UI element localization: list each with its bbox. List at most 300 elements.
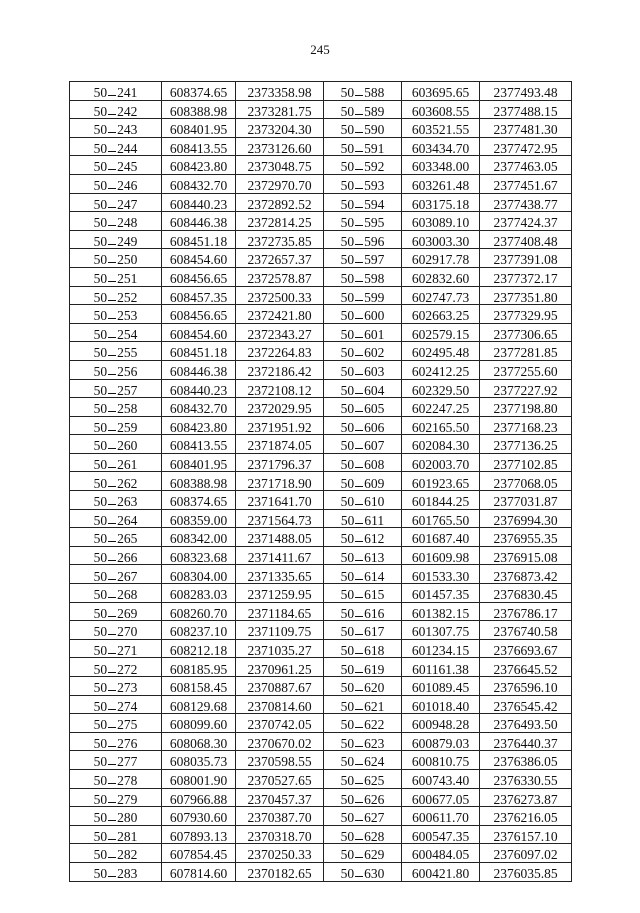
underscore-separator bbox=[355, 672, 363, 673]
point-number: 262 bbox=[117, 475, 138, 491]
point-prefix: 50 bbox=[340, 326, 355, 342]
page-number: 245 bbox=[310, 42, 330, 57]
point-id-left bbox=[70, 305, 162, 324]
x-coordinate-left: 608401.95 bbox=[162, 119, 236, 138]
y-coordinate-left: 2373204.30 bbox=[236, 119, 324, 138]
x-coordinate-right: 602663.25 bbox=[402, 305, 480, 324]
y-coordinate-left: 2371109.75 bbox=[236, 621, 324, 640]
x-coordinate-right: 600948.28 bbox=[402, 714, 480, 733]
point-number: 612 bbox=[364, 531, 385, 547]
x-coordinate-left: 607854.45 bbox=[162, 844, 236, 863]
point-prefix: 50 bbox=[340, 642, 355, 658]
table-row bbox=[70, 658, 572, 677]
point-number: 254 bbox=[117, 326, 138, 342]
point-number: 614 bbox=[364, 568, 385, 584]
x-coordinate-left: 608260.70 bbox=[162, 602, 236, 621]
point-number: 623 bbox=[364, 735, 385, 751]
point-id-right bbox=[324, 602, 402, 621]
point-id-right bbox=[324, 695, 402, 714]
underscore-separator bbox=[108, 430, 116, 431]
point-number: 628 bbox=[364, 828, 385, 844]
x-coordinate-right: 603608.55 bbox=[402, 100, 480, 119]
x-coordinate-left: 608237.10 bbox=[162, 621, 236, 640]
point-prefix: 50 bbox=[340, 233, 355, 249]
point-number: 609 bbox=[364, 475, 385, 491]
x-coordinate-left: 608401.95 bbox=[162, 453, 236, 472]
point-id-right bbox=[324, 769, 402, 788]
point-number: 605 bbox=[364, 401, 385, 417]
y-coordinate-right: 2376157.10 bbox=[480, 825, 572, 844]
underscore-separator bbox=[355, 597, 363, 598]
point-number: 276 bbox=[117, 735, 138, 751]
table-row bbox=[70, 305, 572, 324]
point-prefix: 50 bbox=[93, 308, 108, 324]
table-row bbox=[70, 267, 572, 286]
y-coordinate-right: 2377255.60 bbox=[480, 360, 572, 379]
point-id-right bbox=[324, 249, 402, 268]
x-coordinate-left: 608423.80 bbox=[162, 416, 236, 435]
y-coordinate-left: 2370742.05 bbox=[236, 714, 324, 733]
point-id-left bbox=[70, 769, 162, 788]
point-prefix: 50 bbox=[93, 754, 108, 770]
x-coordinate-right: 600484.05 bbox=[402, 844, 480, 863]
point-id-right bbox=[324, 621, 402, 640]
point-number: 610 bbox=[364, 494, 385, 510]
point-prefix: 50 bbox=[340, 512, 355, 528]
y-coordinate-right: 2377472.95 bbox=[480, 137, 572, 156]
table-row bbox=[70, 844, 572, 863]
point-prefix: 50 bbox=[93, 178, 108, 194]
point-id-right bbox=[324, 119, 402, 138]
coordinates-table-body bbox=[70, 82, 572, 882]
point-prefix: 50 bbox=[340, 791, 355, 807]
point-prefix: 50 bbox=[93, 531, 108, 547]
y-coordinate-left: 2373126.60 bbox=[236, 137, 324, 156]
underscore-separator bbox=[355, 523, 363, 524]
y-coordinate-right: 2376693.67 bbox=[480, 639, 572, 658]
x-coordinate-left: 608304.00 bbox=[162, 565, 236, 584]
table-row bbox=[70, 621, 572, 640]
underscore-separator bbox=[108, 616, 116, 617]
underscore-separator bbox=[355, 374, 363, 375]
underscore-separator bbox=[108, 857, 116, 858]
point-id-left bbox=[70, 695, 162, 714]
point-id-left bbox=[70, 174, 162, 193]
point-id-left bbox=[70, 100, 162, 119]
point-number: 258 bbox=[117, 401, 138, 417]
table-row bbox=[70, 360, 572, 379]
underscore-separator bbox=[355, 448, 363, 449]
point-number: 608 bbox=[364, 456, 385, 472]
y-coordinate-left: 2370318.70 bbox=[236, 825, 324, 844]
point-id-left bbox=[70, 788, 162, 807]
y-coordinate-left: 2372500.33 bbox=[236, 286, 324, 305]
x-coordinate-left: 608323.68 bbox=[162, 546, 236, 565]
point-id-left bbox=[70, 360, 162, 379]
point-number: 274 bbox=[117, 698, 138, 714]
point-id-left bbox=[70, 751, 162, 770]
point-number: 278 bbox=[117, 773, 138, 789]
point-prefix: 50 bbox=[93, 233, 108, 249]
point-number: 251 bbox=[117, 271, 138, 287]
point-number: 613 bbox=[364, 549, 385, 565]
point-prefix: 50 bbox=[93, 717, 108, 733]
point-id-left bbox=[70, 453, 162, 472]
point-id-left bbox=[70, 416, 162, 435]
underscore-separator bbox=[355, 467, 363, 468]
y-coordinate-right: 2377438.77 bbox=[480, 193, 572, 212]
x-coordinate-right: 603348.00 bbox=[402, 156, 480, 175]
point-number: 246 bbox=[117, 178, 138, 194]
underscore-separator bbox=[108, 169, 116, 170]
x-coordinate-right: 601533.30 bbox=[402, 565, 480, 584]
table-row bbox=[70, 528, 572, 547]
y-coordinate-right: 2376440.37 bbox=[480, 732, 572, 751]
table-row bbox=[70, 565, 572, 584]
point-id-right bbox=[324, 714, 402, 733]
point-prefix: 50 bbox=[93, 475, 108, 491]
underscore-separator bbox=[108, 523, 116, 524]
point-number: 622 bbox=[364, 717, 385, 733]
point-prefix: 50 bbox=[340, 178, 355, 194]
point-id-right bbox=[324, 677, 402, 696]
point-number: 259 bbox=[117, 419, 138, 435]
x-coordinate-left: 608068.30 bbox=[162, 732, 236, 751]
x-coordinate-right: 603434.70 bbox=[402, 137, 480, 156]
y-coordinate-right: 2377488.15 bbox=[480, 100, 572, 119]
point-id-right bbox=[324, 453, 402, 472]
underscore-separator bbox=[355, 690, 363, 691]
y-coordinate-right: 2376955.35 bbox=[480, 528, 572, 547]
y-coordinate-right: 2377451.67 bbox=[480, 174, 572, 193]
table-row bbox=[70, 453, 572, 472]
table-row bbox=[70, 491, 572, 510]
x-coordinate-right: 600879.03 bbox=[402, 732, 480, 751]
point-prefix: 50 bbox=[93, 103, 108, 119]
point-prefix: 50 bbox=[93, 605, 108, 621]
underscore-separator bbox=[108, 393, 116, 394]
y-coordinate-right: 2376740.58 bbox=[480, 621, 572, 640]
point-prefix: 50 bbox=[93, 159, 108, 175]
underscore-separator bbox=[355, 727, 363, 728]
table-row bbox=[70, 584, 572, 603]
underscore-separator bbox=[355, 504, 363, 505]
underscore-separator bbox=[108, 579, 116, 580]
point-id-left bbox=[70, 584, 162, 603]
x-coordinate-right: 600547.35 bbox=[402, 825, 480, 844]
point-id-left bbox=[70, 509, 162, 528]
x-coordinate-left: 607814.60 bbox=[162, 862, 236, 881]
x-coordinate-left: 608457.35 bbox=[162, 286, 236, 305]
x-coordinate-right: 602832.60 bbox=[402, 267, 480, 286]
point-number: 600 bbox=[364, 308, 385, 324]
point-number: 593 bbox=[364, 178, 385, 194]
y-coordinate-right: 2377168.23 bbox=[480, 416, 572, 435]
underscore-separator bbox=[108, 207, 116, 208]
point-prefix: 50 bbox=[340, 159, 355, 175]
point-prefix: 50 bbox=[93, 252, 108, 268]
point-number: 253 bbox=[117, 308, 138, 324]
point-number: 255 bbox=[117, 345, 138, 361]
x-coordinate-left: 608446.38 bbox=[162, 212, 236, 231]
point-number: 281 bbox=[117, 828, 138, 844]
table-row bbox=[70, 398, 572, 417]
underscore-separator bbox=[108, 486, 116, 487]
table-row bbox=[70, 509, 572, 528]
point-prefix: 50 bbox=[340, 438, 355, 454]
underscore-separator bbox=[108, 802, 116, 803]
point-id-right bbox=[324, 305, 402, 324]
x-coordinate-left: 608342.00 bbox=[162, 528, 236, 547]
underscore-separator bbox=[108, 262, 116, 263]
point-id-left bbox=[70, 862, 162, 881]
point-number: 611 bbox=[364, 512, 385, 528]
y-coordinate-left: 2370887.67 bbox=[236, 677, 324, 696]
x-coordinate-right: 603261.48 bbox=[402, 174, 480, 193]
y-coordinate-right: 2377493.48 bbox=[480, 82, 572, 101]
point-number: 270 bbox=[117, 624, 138, 640]
x-coordinate-left: 607893.13 bbox=[162, 825, 236, 844]
point-number: 618 bbox=[364, 642, 385, 658]
x-coordinate-right: 600743.40 bbox=[402, 769, 480, 788]
y-coordinate-left: 2371874.05 bbox=[236, 435, 324, 454]
x-coordinate-left: 608099.60 bbox=[162, 714, 236, 733]
point-prefix: 50 bbox=[93, 847, 108, 863]
underscore-separator bbox=[108, 300, 116, 301]
y-coordinate-left: 2370670.02 bbox=[236, 732, 324, 751]
point-id-left bbox=[70, 472, 162, 491]
underscore-separator bbox=[108, 709, 116, 710]
table-row bbox=[70, 174, 572, 193]
point-number: 275 bbox=[117, 717, 138, 733]
point-id-left bbox=[70, 639, 162, 658]
underscore-separator bbox=[108, 281, 116, 282]
point-number: 621 bbox=[364, 698, 385, 714]
point-id-right bbox=[324, 807, 402, 826]
point-number: 241 bbox=[117, 85, 138, 101]
point-number: 601 bbox=[364, 326, 385, 342]
underscore-separator bbox=[108, 820, 116, 821]
point-prefix: 50 bbox=[340, 122, 355, 138]
point-prefix: 50 bbox=[93, 735, 108, 751]
point-id-right bbox=[324, 472, 402, 491]
x-coordinate-right: 601018.40 bbox=[402, 695, 480, 714]
underscore-separator bbox=[108, 672, 116, 673]
point-id-right bbox=[324, 565, 402, 584]
point-prefix: 50 bbox=[340, 308, 355, 324]
underscore-separator bbox=[355, 560, 363, 561]
y-coordinate-left: 2371488.05 bbox=[236, 528, 324, 547]
point-id-left bbox=[70, 658, 162, 677]
point-id-right bbox=[324, 174, 402, 193]
y-coordinate-right: 2377391.08 bbox=[480, 249, 572, 268]
point-prefix: 50 bbox=[93, 122, 108, 138]
underscore-separator bbox=[355, 169, 363, 170]
point-id-right bbox=[324, 844, 402, 863]
x-coordinate-left: 607966.88 bbox=[162, 788, 236, 807]
point-prefix: 50 bbox=[93, 271, 108, 287]
underscore-separator bbox=[355, 876, 363, 877]
x-coordinate-left: 608001.90 bbox=[162, 769, 236, 788]
point-id-left bbox=[70, 825, 162, 844]
table-row bbox=[70, 137, 572, 156]
y-coordinate-left: 2372264.83 bbox=[236, 342, 324, 361]
x-coordinate-right: 601687.40 bbox=[402, 528, 480, 547]
point-id-left bbox=[70, 714, 162, 733]
point-id-left bbox=[70, 621, 162, 640]
y-coordinate-left: 2371796.37 bbox=[236, 453, 324, 472]
point-number: 282 bbox=[117, 847, 138, 863]
point-number: 620 bbox=[364, 680, 385, 696]
y-coordinate-right: 2376786.17 bbox=[480, 602, 572, 621]
point-number: 261 bbox=[117, 456, 138, 472]
point-id-right bbox=[324, 360, 402, 379]
table-row bbox=[70, 323, 572, 342]
underscore-separator bbox=[108, 764, 116, 765]
underscore-separator bbox=[355, 262, 363, 263]
point-number: 249 bbox=[117, 233, 138, 249]
point-prefix: 50 bbox=[340, 475, 355, 491]
x-coordinate-left: 608035.73 bbox=[162, 751, 236, 770]
x-coordinate-right: 603089.10 bbox=[402, 212, 480, 231]
underscore-separator bbox=[108, 188, 116, 189]
point-number: 266 bbox=[117, 549, 138, 565]
point-prefix: 50 bbox=[340, 773, 355, 789]
x-coordinate-right: 601609.98 bbox=[402, 546, 480, 565]
x-coordinate-right: 600810.75 bbox=[402, 751, 480, 770]
y-coordinate-right: 2377306.65 bbox=[480, 323, 572, 342]
y-coordinate-left: 2370387.70 bbox=[236, 807, 324, 826]
x-coordinate-left: 608212.18 bbox=[162, 639, 236, 658]
point-id-left bbox=[70, 342, 162, 361]
point-id-right bbox=[324, 584, 402, 603]
underscore-separator bbox=[108, 597, 116, 598]
point-id-right bbox=[324, 509, 402, 528]
point-number: 269 bbox=[117, 605, 138, 621]
underscore-separator bbox=[355, 709, 363, 710]
point-prefix: 50 bbox=[93, 364, 108, 379]
point-prefix: 50 bbox=[340, 754, 355, 770]
point-number: 256 bbox=[117, 364, 138, 379]
point-id-right bbox=[324, 379, 402, 398]
y-coordinate-right: 2377481.30 bbox=[480, 119, 572, 138]
point-number: 616 bbox=[364, 605, 385, 621]
point-id-left bbox=[70, 491, 162, 510]
point-id-left bbox=[70, 379, 162, 398]
underscore-separator bbox=[108, 504, 116, 505]
y-coordinate-right: 2376216.05 bbox=[480, 807, 572, 826]
underscore-separator bbox=[355, 225, 363, 226]
y-coordinate-left: 2371951.92 bbox=[236, 416, 324, 435]
point-prefix: 50 bbox=[93, 791, 108, 807]
x-coordinate-right: 601161.38 bbox=[402, 658, 480, 677]
point-prefix: 50 bbox=[340, 605, 355, 621]
point-id-right bbox=[324, 342, 402, 361]
x-coordinate-right: 601923.65 bbox=[402, 472, 480, 491]
x-coordinate-right: 601307.75 bbox=[402, 621, 480, 640]
point-id-right bbox=[324, 416, 402, 435]
table-row bbox=[70, 695, 572, 714]
y-coordinate-left: 2371718.90 bbox=[236, 472, 324, 491]
point-prefix: 50 bbox=[340, 419, 355, 435]
point-id-right bbox=[324, 546, 402, 565]
point-number: 595 bbox=[364, 215, 385, 231]
point-prefix: 50 bbox=[340, 549, 355, 565]
underscore-separator bbox=[355, 355, 363, 356]
underscore-separator bbox=[355, 411, 363, 412]
y-coordinate-right: 2376830.45 bbox=[480, 584, 572, 603]
point-prefix: 50 bbox=[93, 642, 108, 658]
x-coordinate-left: 608413.55 bbox=[162, 435, 236, 454]
table-row bbox=[70, 82, 572, 101]
point-number: 280 bbox=[117, 810, 138, 826]
x-coordinate-right: 602747.73 bbox=[402, 286, 480, 305]
x-coordinate-right: 600421.80 bbox=[402, 862, 480, 881]
point-prefix: 50 bbox=[340, 271, 355, 287]
point-number: 252 bbox=[117, 289, 138, 305]
point-prefix: 50 bbox=[340, 717, 355, 733]
y-coordinate-right: 2377329.95 bbox=[480, 305, 572, 324]
point-prefix: 50 bbox=[340, 85, 355, 101]
x-coordinate-left: 608423.80 bbox=[162, 156, 236, 175]
underscore-separator bbox=[355, 541, 363, 542]
underscore-separator bbox=[355, 486, 363, 487]
point-id-right bbox=[324, 100, 402, 119]
point-prefix: 50 bbox=[340, 494, 355, 510]
underscore-separator bbox=[355, 95, 363, 96]
point-prefix: 50 bbox=[340, 382, 355, 398]
point-id-right bbox=[324, 751, 402, 770]
point-id-right bbox=[324, 156, 402, 175]
x-coordinate-right: 602495.48 bbox=[402, 342, 480, 361]
underscore-separator bbox=[108, 225, 116, 226]
point-prefix: 50 bbox=[93, 624, 108, 640]
point-prefix: 50 bbox=[93, 866, 108, 882]
x-coordinate-right: 602165.50 bbox=[402, 416, 480, 435]
point-prefix: 50 bbox=[340, 698, 355, 714]
point-number: 265 bbox=[117, 531, 138, 547]
underscore-separator bbox=[355, 337, 363, 338]
point-prefix: 50 bbox=[340, 215, 355, 231]
table-row bbox=[70, 100, 572, 119]
point-id-right bbox=[324, 825, 402, 844]
x-coordinate-left: 608440.23 bbox=[162, 193, 236, 212]
y-coordinate-right: 2376097.02 bbox=[480, 844, 572, 863]
point-prefix: 50 bbox=[340, 828, 355, 844]
y-coordinate-right: 2377424.37 bbox=[480, 212, 572, 231]
underscore-separator bbox=[355, 207, 363, 208]
y-coordinate-right: 2377031.87 bbox=[480, 491, 572, 510]
x-coordinate-right: 601765.50 bbox=[402, 509, 480, 528]
x-coordinate-right: 601457.35 bbox=[402, 584, 480, 603]
point-prefix: 50 bbox=[93, 196, 108, 212]
table-row bbox=[70, 602, 572, 621]
y-coordinate-left: 2372421.80 bbox=[236, 305, 324, 324]
point-number: 264 bbox=[117, 512, 138, 528]
underscore-separator bbox=[355, 634, 363, 635]
point-id-right bbox=[324, 862, 402, 881]
y-coordinate-right: 2376645.52 bbox=[480, 658, 572, 677]
point-number: 271 bbox=[117, 642, 138, 658]
point-id-right bbox=[324, 82, 402, 101]
point-id-right bbox=[324, 193, 402, 212]
point-prefix: 50 bbox=[340, 735, 355, 751]
point-number: 243 bbox=[117, 122, 138, 138]
point-prefix: 50 bbox=[93, 810, 108, 826]
point-prefix: 50 bbox=[93, 456, 108, 472]
table-row bbox=[70, 193, 572, 212]
underscore-separator bbox=[108, 541, 116, 542]
